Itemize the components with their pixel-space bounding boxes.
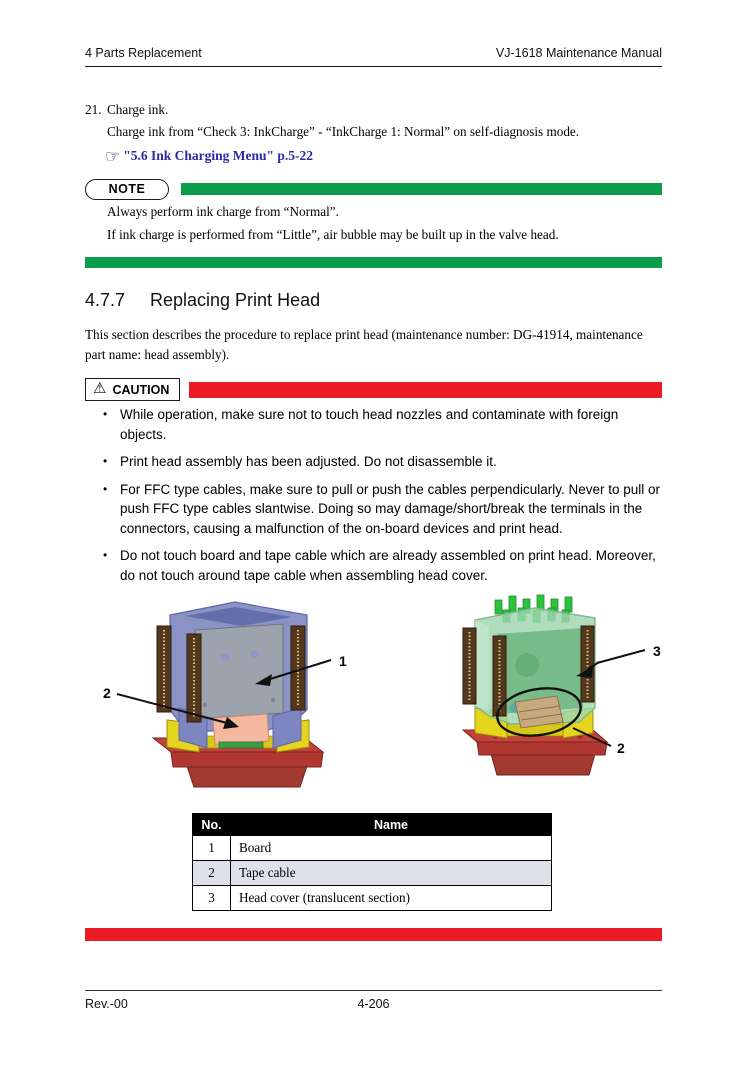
callout-2-label: 2 bbox=[103, 685, 111, 701]
row-name: Tape cable bbox=[231, 861, 552, 886]
header-rule bbox=[85, 66, 662, 67]
printhead-front-illustration bbox=[95, 590, 355, 790]
section-intro: This section describes the procedure to replace print head (maintenance number: DG-41914, maintenance part name: head assembly). bbox=[85, 327, 643, 362]
step-title: Charge ink. bbox=[107, 102, 169, 117]
tape-cable-part bbox=[213, 714, 269, 748]
row-no: 1 bbox=[193, 836, 231, 861]
caution-bullet: • For FFC type cables, make sure to pull or push the cables perpendicularly. Never to pull or push FFC type cables slantwise. Doing so may damage/short/break the terminals in the connectors, causing a malfunction of the on-board devices and print head. bbox=[103, 480, 663, 539]
row-no: 3 bbox=[193, 886, 231, 911]
header-title: VJ-1618 Maintenance Manual bbox=[495, 46, 662, 60]
footer-rule bbox=[85, 990, 662, 991]
board-part bbox=[195, 624, 283, 719]
ink-charging-menu-link[interactable]: "5.6 Ink Charging Menu" p.5-22 bbox=[123, 148, 314, 163]
printhead-cover-illustration bbox=[415, 590, 675, 790]
header-chapter: 4 Parts Replacement bbox=[85, 46, 202, 60]
table-row bbox=[193, 886, 552, 911]
callout-3-label: 3 bbox=[653, 643, 661, 659]
step-body: Charge ink from “Check 3: InkCharge” - “InkCharge 1: Normal” on self-diagnosis mode. bbox=[107, 124, 580, 139]
tape-cable-part bbox=[515, 696, 563, 728]
caution-bullet: • While operation, make sure not to touch head nozzles and contaminate with foreign objects. bbox=[103, 405, 663, 444]
caution-bullet: • Print head assembly has been adjusted. Do not disassemble it. bbox=[103, 452, 663, 472]
parts-table bbox=[192, 813, 552, 911]
footer-revision: Rev.-00 bbox=[85, 997, 128, 1011]
caution-red-bar bbox=[189, 382, 662, 398]
section-heading bbox=[85, 290, 320, 311]
page-header bbox=[85, 46, 662, 60]
footer-page-number: 4-206 bbox=[357, 997, 390, 1011]
row-no: 2 bbox=[193, 861, 231, 886]
col-header-no: No. bbox=[193, 814, 231, 836]
col-header-name: Name bbox=[231, 814, 552, 836]
table-row bbox=[193, 836, 552, 861]
caution-bullet: • Do not touch board and tape cable which are already assembled on print head. Moreover, do not touch around tape cable when assembling head cover. bbox=[103, 546, 663, 585]
table-header-row bbox=[193, 814, 552, 836]
note-badge: NOTE bbox=[85, 179, 169, 200]
section-number: 4.7.7 bbox=[85, 290, 126, 310]
step-number: 21. bbox=[85, 102, 102, 117]
caution-list bbox=[103, 405, 663, 593]
note-bottom-green-bar bbox=[85, 257, 662, 268]
figure-row bbox=[85, 590, 662, 795]
note-body bbox=[107, 205, 662, 251]
row-name: Head cover (translucent section) bbox=[231, 886, 552, 911]
section-title: Replacing Print Head bbox=[150, 290, 321, 310]
callout-1-label: 1 bbox=[339, 653, 347, 669]
caution-header bbox=[85, 378, 662, 401]
section-end-red-bar bbox=[85, 928, 662, 941]
table-row bbox=[193, 861, 552, 886]
note-header bbox=[85, 178, 662, 200]
note-line: If ink charge is performed from “Little”, air bubble may be built up in the valve head. bbox=[107, 227, 559, 242]
pointing-hand-icon: ☞ bbox=[105, 146, 121, 166]
note-green-bar bbox=[181, 183, 662, 195]
caution-badge bbox=[85, 378, 180, 401]
caution-label: CAUTION bbox=[112, 382, 170, 397]
note-line: Always perform ink charge from “Normal”. bbox=[107, 204, 339, 219]
warning-triangle-icon: ⚠ bbox=[93, 381, 107, 397]
step-21 bbox=[85, 99, 662, 167]
callout-2-label: 2 bbox=[617, 740, 625, 756]
row-name: Board bbox=[231, 836, 552, 861]
